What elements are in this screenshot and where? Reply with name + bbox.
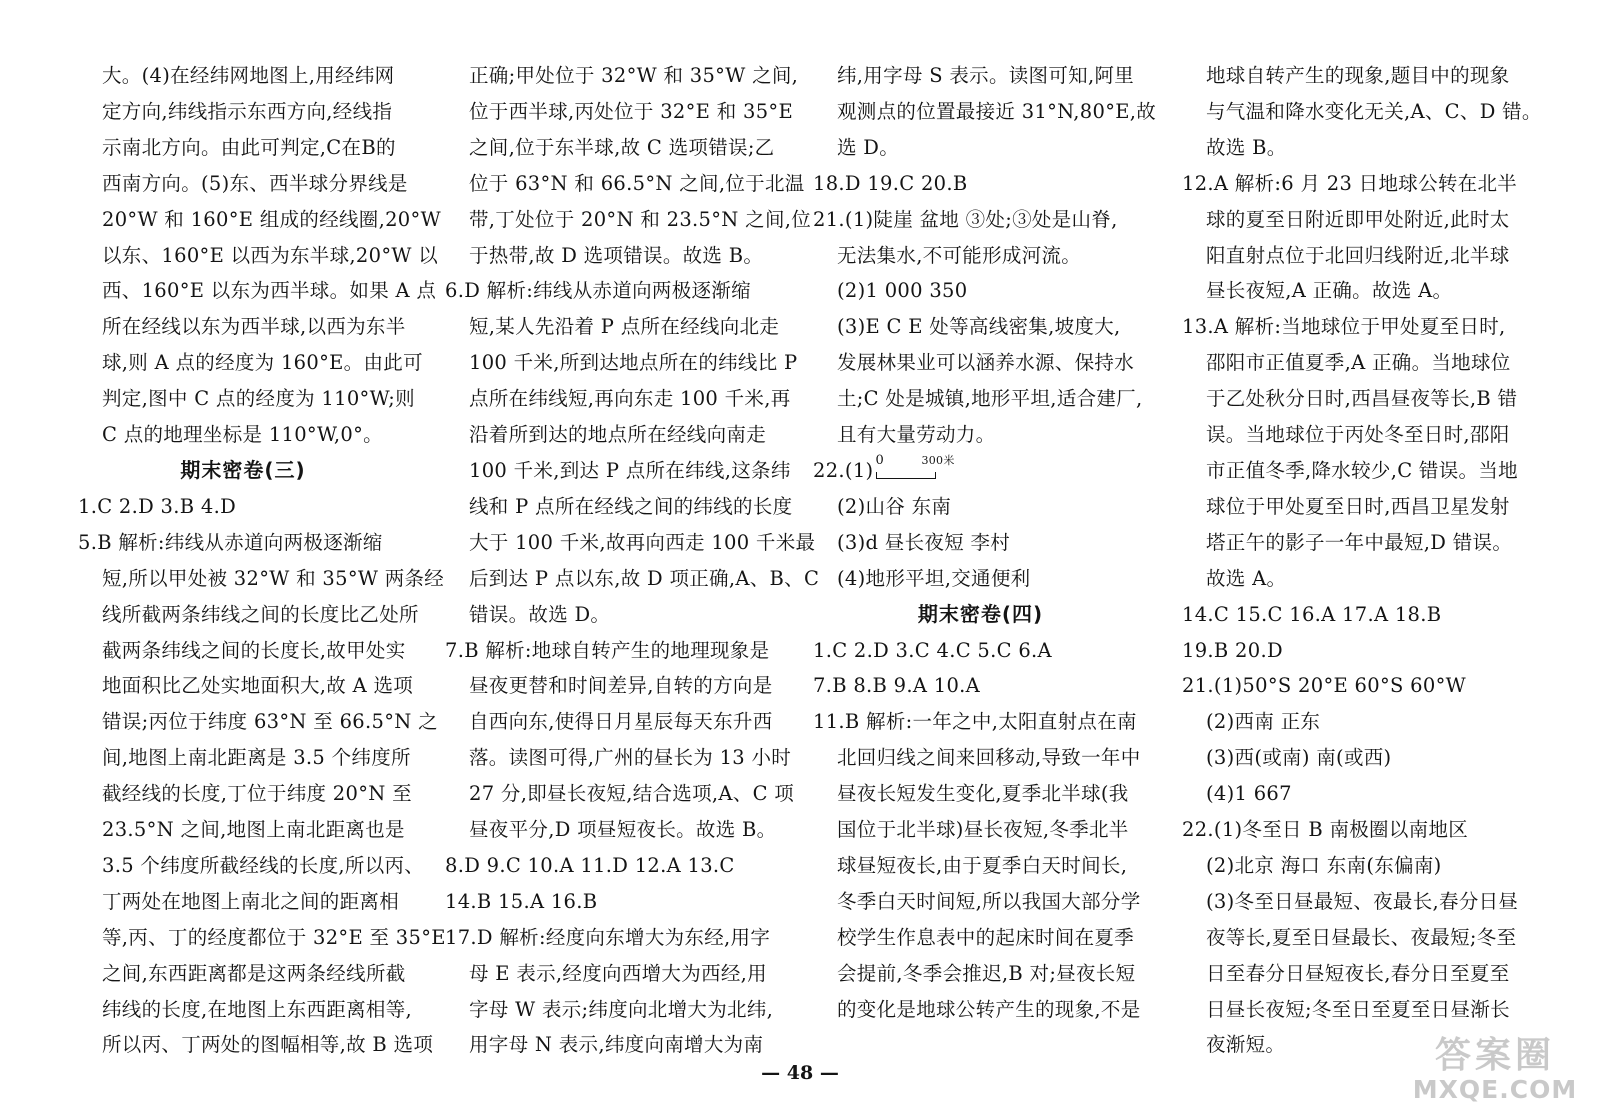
answer-line-continued: (3)E C E 处等高线密集,坡度大, xyxy=(837,315,1121,339)
answer-line-continued: 大于 100 千米,故再向西走 100 千米最 xyxy=(469,530,816,554)
answer-line-continued: 日至春分日昼短夜长,春分日至夏至 xyxy=(1206,961,1510,985)
answer-line: 5.B 解析:纬线从赤道向两极逐渐缩 xyxy=(78,530,383,554)
answer-line-continued: 无法集水,不可能形成河流。 xyxy=(837,243,1082,267)
answer-line-continued: 夜等长,夏至日昼最长、夜最短;冬至 xyxy=(1206,925,1517,949)
answer-line-continued: 市正值冬季,降水较少,C 错误。当地 xyxy=(1206,458,1518,482)
answer-line-continued: 母 E 表示,经度向西增大为西经,用 xyxy=(469,961,767,985)
answer-line: 7.B 解析:地球自转产生的地理现象是 xyxy=(445,638,770,662)
answer-line-continued: 自西向东,使得日月星辰每天东升西 xyxy=(469,710,773,734)
answer-line-continued: (2)西南 正东 xyxy=(1206,710,1321,734)
answer-line-continued: 位于 63°N 和 66.5°N 之间,位于北温 xyxy=(469,171,805,195)
answer-line-continued: 地球自转产生的现象,题目中的现象 xyxy=(1206,64,1510,87)
answer-line: 14.B 15.A 16.B xyxy=(445,889,598,913)
answer-line-continued: 日昼长夜短;冬至日至夏至日昼渐长 xyxy=(1206,997,1510,1021)
answer-line: 18.D 19.C 20.B xyxy=(813,171,968,195)
answer-line-continued: 误。当地球位于丙处冬至日时,邵阳 xyxy=(1206,423,1510,447)
answer-line-continued: 3.5 个纬度所截经线的长度,所以丙、 xyxy=(102,853,425,877)
answer-line-continued: 会提前,冬季会推迟,B 对;昼夜长短 xyxy=(837,961,1136,985)
answer-line: 8.D 9.C 10.A 11.D 12.A 13.C xyxy=(445,853,735,877)
answer-line: 19.B 20.D xyxy=(1182,638,1283,662)
answer-line-continued: 间,地图上南北距离是 3.5 个纬度所 xyxy=(102,746,411,770)
answer-line: 21.(1)50°S 20°E 60°S 60°W xyxy=(1182,674,1466,698)
answer-line: 22.(1)冬至日 B 南极圈以南地区 xyxy=(1182,818,1469,842)
scale-distance-label: 300米 xyxy=(921,453,955,467)
answer-line-continued: 23.5°N 之间,地图上南北距离也是 xyxy=(102,818,405,842)
answer-line-continued: 100 千米,所到达地点所在的纬线比 P xyxy=(469,351,798,375)
answer-line: 12.A 解析:6 月 23 日地球公转在北半 xyxy=(1182,171,1518,195)
answer-line-continued: (2)1 000 350 xyxy=(837,279,968,303)
answer-line-continued: 以东、160°E 以西为东半球,20°W 以 xyxy=(102,243,439,267)
column-3 xyxy=(813,58,1157,1027)
answer-line-continued: 所在经线以东为西半球,以西为东半 xyxy=(102,315,406,339)
answer-line: 1.C 2.D 3.B 4.D xyxy=(78,494,237,518)
answer-line-continued: 土;C 处是城镇,地形平坦,适合建厂, xyxy=(837,387,1143,411)
answer-line-continued: 大。(4)在经纬网地图上,用经纬网 xyxy=(102,64,395,87)
answer-line-continued: 国位于北半球)昼长夜短,冬季北半 xyxy=(837,818,1129,842)
answer-line-continued: 发展林果业可以涵养水源、保持水 xyxy=(837,351,1135,375)
answer-line-continued: 于乙处秋分日时,西昌昼夜等长,B 错 xyxy=(1206,387,1518,411)
answer-line-continued: 北回归线之间来回移动,导致一年中 xyxy=(837,746,1141,770)
answer-line-continued: 丁两处在地图上南北之间的距离相 xyxy=(102,889,400,913)
answer-line-continued: C 点的地理坐标是 110°W,0°。 xyxy=(102,423,383,447)
answer-line-continued: (2)北京 海口 东南(东偏南) xyxy=(1206,853,1442,877)
answer-line-continued: 短,某人先沿着 P 点所在经线向北走 xyxy=(469,315,780,339)
answer-line-continued: 点所在纬线短,再向东走 100 千米,再 xyxy=(469,387,791,411)
answer-line-continued: 字母 W 表示;纬度向北增大为北纬, xyxy=(469,997,774,1021)
answer-line-continued: 错误;丙位于纬度 63°N 至 66.5°N 之 xyxy=(102,710,438,734)
answer-line-continued: 观测点的位置最接近 31°N,80°E,故 xyxy=(837,99,1157,123)
answer-line-continued: 邵阳市正值夏季,A 正确。当地球位 xyxy=(1206,351,1511,375)
answer-line-continued: 于热带,故 D 选项错误。故选 B。 xyxy=(469,243,764,267)
answer-line-continued: 昼夜更替和时间差异,自转的方向是 xyxy=(469,674,773,698)
answer-line: 7.B 8.B 9.A 10.A xyxy=(813,674,981,698)
column-1 xyxy=(78,58,446,1063)
answer-line-continued: (4)1 667 xyxy=(1206,782,1292,806)
answer-line-continued: 截两条纬线之间的长度长,故甲处实 xyxy=(102,638,406,662)
answer-line-with-scale xyxy=(813,453,1148,489)
answer-line-continued: 位于西半球,丙处位于 32°E 和 35°E xyxy=(469,99,793,123)
answer-line-continued: 昼夜长短发生变化,夏季北半球(我 xyxy=(837,782,1129,806)
answer-line-continued: 定方向,纬线指示东西方向,经线指 xyxy=(102,99,393,123)
answer-line: 1.C 2.D 3.C 4.C 5.C 6.A xyxy=(813,638,1052,662)
answer-line-continued: 西、160°E 以东为西半球。如果 A 点 xyxy=(102,279,437,303)
answer-line-continued: 20°W 和 160°E 组成的经线圈,20°W xyxy=(102,207,441,231)
answer-line-continued: 且有大量劳动力。 xyxy=(837,423,996,447)
answer-line-continued: 地面积比乙处实地面积大,故 A 选项 xyxy=(102,674,414,698)
answer-line-continued: 与气温和降水变化无关,A、C、D 错。 xyxy=(1206,99,1542,123)
answer-line-continued: 校学生作息表中的起床时间在夏季 xyxy=(837,925,1135,949)
answer-text: 22.(1) xyxy=(813,458,874,482)
answer-line-continued: 的变化是地球公转产生的现象,不是 xyxy=(837,997,1141,1021)
answer-line-continued: 纬,用字母 S 表示。读图可知,阿里 xyxy=(837,64,1135,87)
scale-bar-line xyxy=(876,472,936,479)
answer-line-continued: 故选 B。 xyxy=(1206,135,1287,159)
scale-zero-label: 0 xyxy=(875,452,885,468)
answer-line: 14.C 15.C 16.A 17.A 18.B xyxy=(1182,602,1442,626)
answer-line-continued: 后到达 P 点以东,故 D 项正确,A、B、C xyxy=(469,566,820,590)
answer-line-continued: 塔正午的影子一年中最短,D 错误。 xyxy=(1206,530,1513,554)
answer-line-continued: 故选 A。 xyxy=(1206,566,1287,590)
answer-line-continued: 球位于甲处夏至日时,西昌卫星发射 xyxy=(1206,494,1510,518)
answer-line: 6.D 解析:纬线从赤道向两极逐渐缩 xyxy=(445,279,751,303)
watermark-site: MXQE.COM xyxy=(1412,1075,1578,1104)
answer-line-continued: 昼长夜短,A 正确。故选 A。 xyxy=(1206,279,1453,303)
answer-line-continued: (3)西(或南) 南(或西) xyxy=(1206,746,1392,770)
answer-line-continued: 纬线的长度,在地图上东西距离相等, xyxy=(102,997,412,1021)
answer-line-continued: 线和 P 点所在经线之间的纬线的长度 xyxy=(469,494,793,518)
answer-line-continued: 沿着所到达的地点所在经线向南走 xyxy=(469,423,767,447)
page-number: — 48 — xyxy=(761,1062,839,1084)
answer-line-continued: (3)d 昼长夜短 李村 xyxy=(837,530,1011,554)
answer-line-continued: 示南北方向。由此可判定,C在B的 xyxy=(102,135,396,159)
answer-line-continued: 西南方向。(5)东、西半球分界线是 xyxy=(102,171,408,195)
answer-line-continued: 用字母 N 表示,纬度向南增大为南 xyxy=(469,1033,764,1057)
answer-line-continued: 落。读图可得,广州的昼长为 13 小时 xyxy=(469,746,792,770)
answer-line-continued: 冬季白天时间短,所以我国大部分学 xyxy=(837,889,1141,913)
answer-line-continued: (4)地形平坦,交通便利 xyxy=(837,566,1031,590)
answer-line-continued: 之间,位于东半球,故 C 选项错误;乙 xyxy=(469,135,775,159)
answer-line: 13.A 解析:当地球位于甲处夏至日时, xyxy=(1182,315,1506,339)
answer-line: 11.B 解析:一年之中,太阳直射点在南 xyxy=(813,710,1137,734)
answer-line-continued: 所以丙、丁两处的图幅相等,故 B 选项 xyxy=(102,1033,434,1057)
answer-line-continued: 选 D。 xyxy=(837,135,900,159)
answer-line-continued: 球昼短夜长,由于夏季白天时间长, xyxy=(837,853,1128,877)
answer-line-continued: 错误。故选 D。 xyxy=(469,602,611,626)
section-heading: 期末密卷(三) xyxy=(180,457,306,482)
answer-line-continued: 球,则 A 点的经度为 160°E。由此可 xyxy=(102,351,423,375)
answer-line-continued: 100 千米,到达 P 点所在纬线,这条纬 xyxy=(469,458,791,482)
watermark xyxy=(1410,1036,1580,1106)
answer-line-continued: 正确;甲处位于 32°W 和 35°W 之间, xyxy=(469,64,799,87)
section-heading: 期末密卷(四) xyxy=(917,601,1044,626)
answer-line-continued: 阳直射点位于北回归线附近,北半球 xyxy=(1206,243,1510,267)
answer-line-continued: 带,丁处位于 20°N 和 23.5°N 之间,位 xyxy=(469,207,812,231)
answer-line-continued: 27 分,即昼长夜短,结合选项,A、C 项 xyxy=(469,782,795,806)
answer-line-continued: 短,所以甲处被 32°W 和 35°W 两条经 xyxy=(102,566,445,590)
answer-line-continued: 之间,东西距离都是这两条经线所截 xyxy=(102,961,406,985)
answer-line-continued: 线所截两条纬线之间的长度比乙处所 xyxy=(102,602,419,626)
answer-line-continued: 判定,图中 C 点的经度为 110°W;则 xyxy=(102,387,415,411)
answer-line-continued: 截经线的长度,丁位于纬度 20°N 至 xyxy=(102,782,412,806)
watermark-logo-text: 答案圈 xyxy=(1434,1035,1555,1076)
scale-bar xyxy=(875,452,955,482)
answer-line-continued: 夜渐短。 xyxy=(1206,1033,1286,1057)
answer-line: 17.D 解析:经度向东增大为东经,用字 xyxy=(445,925,771,949)
answer-line-continued: (2)山谷 东南 xyxy=(837,494,952,518)
answer-line-continued: 等,丙、丁的经度都位于 32°E 至 35°E xyxy=(102,925,446,949)
answer-line-continued: 昼夜平分,D 项昼短夜长。故选 B。 xyxy=(469,818,777,842)
column-2 xyxy=(445,58,820,1063)
answer-line: 21.(1)陡崖 盆地 ③处;③处是山脊, xyxy=(813,207,1118,231)
answer-line-continued: (3)冬至日昼最短、夜最长,春分日昼 xyxy=(1206,889,1519,913)
answer-line-continued: 球的夏至日附近即甲处附近,此时太 xyxy=(1206,207,1510,231)
